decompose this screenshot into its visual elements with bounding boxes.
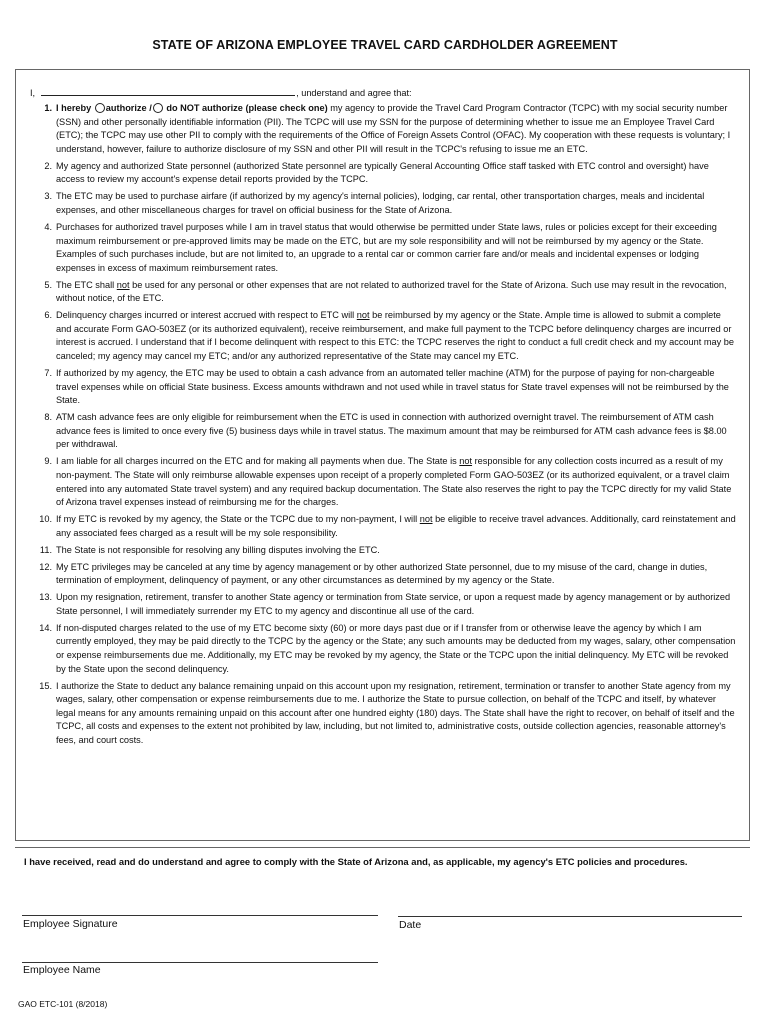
item-number: 1. xyxy=(44,103,52,113)
item-number: 4. xyxy=(44,221,52,232)
item-number: 10. xyxy=(39,514,52,525)
item-number: 5. xyxy=(44,279,52,290)
list-item xyxy=(39,622,736,676)
emphasis-text: not xyxy=(459,456,473,467)
item-number: 15. xyxy=(39,680,52,691)
item-text: If authorized by my agency, the ETC may be used to obtain a cash advance from an automated teller machine (ATM) for the purpose of paying for non-chargeable travel expenses while on official State business. Excess amounts withdrawn and not used while in travel status for State travel expenses will not be reimbursed by the State. xyxy=(56,368,729,406)
item-text: I am liable for all charges incurred on the ETC and for making all payments when due. The State is xyxy=(56,456,460,467)
ack-divider xyxy=(15,847,750,848)
item-number: 7. xyxy=(44,368,52,379)
item-text: be eligible to receive travel advances. Additionally, card reinstatement and any associated fees charged as a result will be my sole responsibility. xyxy=(56,514,736,538)
list-item xyxy=(44,367,736,408)
intro-suffix: , understand and agree that: xyxy=(296,88,412,98)
emphasis-text: not xyxy=(356,310,370,321)
item-number: 8. xyxy=(44,412,52,423)
terms-list xyxy=(39,102,736,751)
document-title: STATE OF ARIZONA EMPLOYEE TRAVEL CARD CARDHOLDER AGREEMENT xyxy=(152,38,618,52)
list-item xyxy=(44,279,736,306)
employee-name-line[interactable] xyxy=(22,962,378,963)
item-text: My agency and authorized State personnel (authorized State personnel are typically General Accounting Office staff tasked with ETC control and oversight) have access to review my account's expense detail reports provided by the TCPC. xyxy=(56,160,709,185)
employee-signature-label: Employee Signature xyxy=(23,918,118,930)
item-text: responsible for any collection costs incurred as a result of my non-payment. The State will only reimburse allowable expenses upon receipt of a properly completed Form GAO-503EZ (or its authorized equivalent, or a travel claim entered into any automated State travel system) and any required backup documentation. The State also reserves the right to pay the TCPC directly for my valid State of Arizona travel expenses instead of reimbursing me for the charges. xyxy=(56,456,732,508)
form-number: GAO ETC-101 (8/2018) xyxy=(18,999,108,1009)
item-text: I authorize the State to deduct any balance remaining unpaid on this account upon my resignation, retirement, termination or transfer to another State agency from my wages, salary, other compensation or expense reimbursements due to me. I authorize the State to pursue collection, on behalf of the TCPC and itself, by whatever legal means for any amounts remaining unpaid on this account after one hundred eighty (180) days. The State shall have the right to recover, on behalf of itself and the TCPC, all costs and expenses to the extent not prohibited by law, including, but not limited to, administrative costs, outside collection agencies, reasonable attorney's fees, and court costs. xyxy=(56,680,735,745)
item-number: 9. xyxy=(44,456,52,467)
item-text: Purchases for authorized travel purposes while I am in travel status that would otherwise be permitted under State laws, rules or policies except for their exceeding maximum reimbursement or pre-approved limits may be made on the ETC, but are my sole responsibility and will not be reimbursed by my agency or the State. Examples of such purchases include, but are not limited to, an upgrade to a rental car or common carrier fare and/or meals and incidental expenses or lodging expenses in excess of maximum reimbursement rates. xyxy=(56,221,717,273)
acknowledgement-text: I have received, read and do understand and agree to comply with the State of Arizona and, as applicable, my agency's ETC policies and procedures. xyxy=(24,856,688,867)
item-number: 3. xyxy=(44,191,52,202)
item-text: Delinquency charges incurred or interest accrued with respect to ETC will xyxy=(56,310,357,321)
date-label: Date xyxy=(399,919,422,931)
slash-separator: / xyxy=(149,103,152,113)
list-item xyxy=(39,680,736,748)
item-text: My ETC privileges may be canceled at any time by agency management or by other authorized State personnel, due to my misuse of the card, change in duties, termination of employment, delinquency of payment, or any other circumstances as determined by my agency or the State. xyxy=(56,561,708,586)
date-line[interactable] xyxy=(398,916,742,917)
signature-line[interactable] xyxy=(22,915,378,916)
list-item xyxy=(39,513,736,540)
list-item xyxy=(44,455,736,509)
emphasis-text: not xyxy=(419,514,433,525)
item-text: The State is not responsible for resolving any billing disputes involving the ETC. xyxy=(56,544,380,555)
not-authorize-label: do NOT authorize (please check one) xyxy=(166,103,328,113)
item-number: 11. xyxy=(39,544,52,555)
item-text: If non-disputed charges related to the use of my ETC become sixty (60) or more days past due or if I transfer from or otherwise leave the agency by which I am currently employed, they may be paid directly to the TCPC by the agency or the State; any such amounts may be deducted from my wages, salary, other compensation or expense reimbursements due me. Additionally, my ETC may be revoked by my agency, the State or the TCPC upon the initial delinquency. My ETC will be revoked by the State upon the second delinquency. xyxy=(56,622,736,674)
intro-prefix: I, xyxy=(30,88,36,98)
item-text: Upon my resignation, retirement, transfer to another State agency or termination from State service, or upon a request made by agency management or by authorized State personnel, I will immediately surrender my ETC to my agency and discontinue all use of the card. xyxy=(56,592,731,616)
item-text: The ETC shall xyxy=(56,279,117,290)
item-text: be reimbursed by my agency or the State. Ample time is allowed to submit a complete and accurate Form GAO-503EZ (or its authorized equivalent), receive reimbursement, and make full payment to the TCPC before delinquency charges are incurred or interest is accrued. I understand that if I become delinquent with respect to this ETC: the TCPC reserves the right to conduct a full credit check and my account may be canceled; my agency may cancel my ETC; and/or any authorized representative of the State may cancel my ETC. xyxy=(56,310,734,362)
item-number: 2. xyxy=(44,160,52,171)
authorize-radio[interactable] xyxy=(95,103,105,113)
item-number: 12. xyxy=(39,561,52,572)
list-item xyxy=(44,102,736,156)
item-number: 13. xyxy=(39,592,52,603)
list-item xyxy=(44,221,736,275)
list-item xyxy=(44,160,736,187)
intro-line xyxy=(30,86,412,98)
hereby-text: I hereby xyxy=(56,103,92,113)
item-text: The ETC may be used to purchase airfare (if authorized by my agency's internal policies), lodging, car rental, other transportation charges, meals and incidental expenses, and other miscellaneous charges for travel on official business for the State of Arizona. xyxy=(56,191,705,215)
name-blank-field[interactable] xyxy=(41,86,295,96)
item-number: 14. xyxy=(39,622,52,633)
list-item xyxy=(44,190,736,217)
item-number: 6. xyxy=(44,310,52,321)
list-item xyxy=(44,411,736,452)
list-item xyxy=(44,309,736,363)
item-text: If my ETC is revoked by my agency, the State or the TCPC due to my non-payment, I will xyxy=(56,514,420,525)
list-item xyxy=(39,544,736,558)
list-item xyxy=(39,561,736,588)
item-text: my agency to provide the Travel Card Program Contractor (TCPC) with my social security number (SSN) and other personally identifiable information (PII). The TCPC will use my SSN for the purpose of determining whether to issue me an Employee Travel Card (ETC); the TCPC may use other PII to comply with the requirements of the Office of Foreign Assets Control (OFAC). My cooperation with these requests is voluntary; I understand, however, failure to authorize disclosure of my SSN and other PII will result in the TCPC's refusing to issue me an ETC. xyxy=(56,103,731,154)
emphasis-text: not xyxy=(116,279,130,290)
item-text: be used for any personal or other expenses that are not related to authorized travel for the State of Arizona. Such use may result in the revocation, without notice, of the ETC. xyxy=(56,279,727,304)
item-text: ATM cash advance fees are only eligible for reimbursement when the ETC is used in connection with authorized overnight travel. The reimbursement of ATM cash advance fees is limited to once every five (5) business days while in travel status. The maximum amount that may be reimbursed for ATM cash advance fees is $8.00 per withdrawal. xyxy=(56,412,727,450)
list-item xyxy=(39,591,736,618)
employee-name-label: Employee Name xyxy=(23,964,101,976)
not-authorize-radio[interactable] xyxy=(153,103,163,113)
authorize-label: authorize xyxy=(105,103,147,113)
